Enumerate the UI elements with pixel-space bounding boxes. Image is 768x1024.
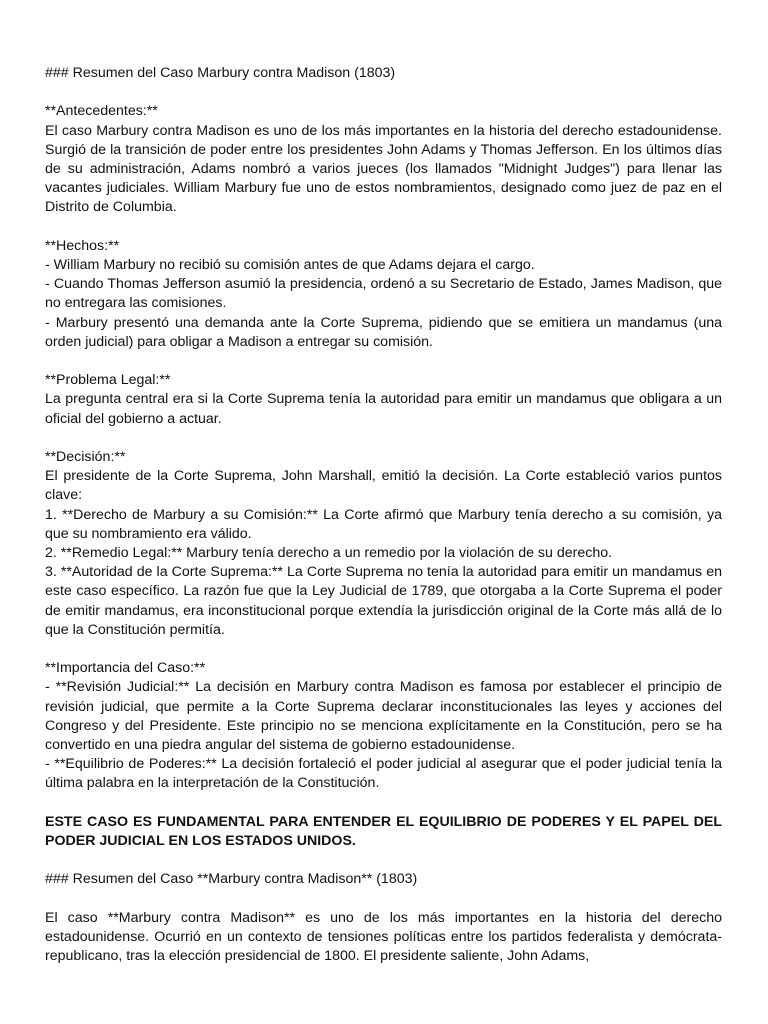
document-title: ### Resumen del Caso Marbury contra Madison (1803) — [45, 65, 396, 81]
section-heading — [45, 870, 722, 889]
paragraph: El caso **Marbury contra Madison** es uno de los más importantes en la historia del derecho estadounidense. Ocurrió en un contexto de tensiones políticas entre los partidos federalista y demócrata-republicano, tras la elección presidencial de 1800. El presidente saliente, John Adams, — [45, 909, 722, 965]
section-label: **Antecedentes:** — [45, 103, 158, 120]
section-label: **Problema Legal:** — [45, 372, 171, 389]
list-item: - **Equilibrio de Poderes:** La decisión fortaleció el poder judicial al asegurar que el poder judicial tenía la última palabra en la interpretación de la Constitución. — [45, 756, 722, 792]
list-item: - **Revisión Judicial:** La decisión en Marbury contra Madison es famosa por establecer el principio de revisión judicial, que permite a la Corte Suprema declarar inconstitucionales las leyes y acciones del Congreso y del Presidente. Este principio no se menciona explícitamente en la Constitución, pero se ha convertido en una piedra angular del sistema de gobierno estadounidense. — [45, 679, 722, 754]
section-label: **Decisión:** — [45, 449, 126, 465]
paragraph: El presidente de la Corte Suprema, John Marshall, emitió la decisión. La Corte estableció varios puntos clave: — [45, 468, 722, 504]
conclusion-statement — [45, 813, 722, 851]
list-item: - William Marbury no recibió su comisión antes de que Adams dejara el cargo. — [45, 257, 535, 273]
list-item: 1. **Derecho de Marbury a su Comisión:** La Corte afirmó que Marbury tenía derecho a su comisión, ya que su nombramiento era válido. — [45, 506, 722, 542]
list-item: 2. **Remedio Legal:** Marbury tenía derecho a un remedio por la violación de su derecho. — [45, 545, 613, 562]
antecedentes-section — [45, 102, 722, 217]
list-item: 3. **Autoridad de la Corte Suprema:** La Corte Suprema no tenía la autoridad para emitir un mandamus en este caso específico. La razón fue que la Ley Judicial de 1789, que otorgaba a la Corte Suprema el poder de emitir mandamus, era inconstitucional porque extendía la jurisdicción original de la Corte más allá de lo que la Constitución permitía. — [45, 564, 722, 638]
section-label: **Hechos:** — [45, 237, 120, 254]
list-item: - Cuando Thomas Jefferson asumió la presidencia, ordenó a su Secretario de Estado, James Madison, que no entregara las comisiones. — [45, 276, 722, 312]
list-item: - Marbury presentó una demanda ante la Corte Suprema, pidiendo que se emitiera un mandamus (una orden judicial) para obligar a Madison a entregar su comisión. — [45, 314, 722, 350]
hechos-section — [45, 237, 722, 352]
paragraph: La pregunta central era si la Corte Suprema tenía la autoridad para emitir un mandamus que obligara a un oficial del gobierno a actuar. — [45, 391, 722, 427]
intro-section — [45, 909, 722, 967]
problema-legal-section — [45, 371, 722, 429]
section-label: **Importancia del Caso:** — [45, 660, 206, 677]
section-heading — [45, 64, 722, 83]
document-body — [45, 64, 722, 966]
importancia-section — [45, 659, 722, 793]
second-title: ### Resumen del Caso **Marbury contra Madison** (1803) — [45, 871, 418, 888]
paragraph: El caso Marbury contra Madison es uno de los más importantes en la historia del derecho estadounidense. Surgió de la transición de poder entre los presidentes John Adams y Thomas Jefferson. En los últimos días de su administración, Adams nombró a varios jueces (los llamados "Midnight Judges") para llenar las vacantes judiciales. William Marbury fue uno de estos nombramientos, designado como juez de paz en el Distrito de Columbia. — [45, 122, 722, 216]
bold-paragraph: ESTE CASO ES FUNDAMENTAL PARA ENTENDER EL EQUILIBRIO DE PODERES Y EL PAPEL DEL PODER JUDICIAL EN LOS ESTADOS UNIDOS. — [45, 813, 722, 850]
decision-section — [45, 448, 722, 640]
